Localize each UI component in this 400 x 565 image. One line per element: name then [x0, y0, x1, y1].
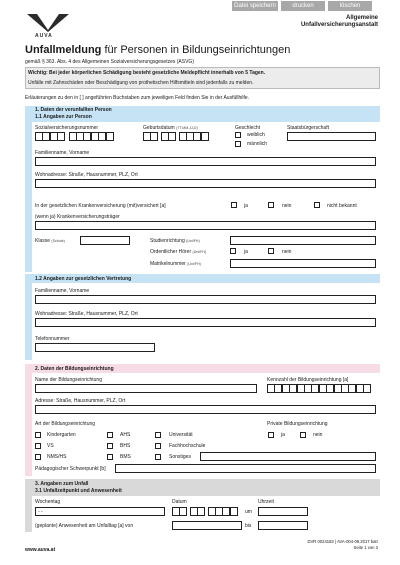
- class-label-text: Klasse: [35, 238, 51, 244]
- studies-note: (Uni/FH): [186, 239, 200, 243]
- date-field[interactable]: [172, 507, 237, 516]
- matric-label: [150, 261, 201, 267]
- logo-mark-icon: [25, 12, 71, 34]
- clear-button[interactable]: löschen: [328, 1, 372, 11]
- type-other-field[interactable]: [200, 452, 376, 461]
- presence-until-label: bis: [245, 523, 252, 529]
- female-checkbox[interactable]: [235, 132, 241, 138]
- regular-label: [150, 249, 206, 255]
- matric-label-text: Matrikelnummer: [150, 261, 186, 267]
- insured-unknown-checkbox[interactable]: [314, 202, 320, 208]
- org-name-line2: Unfallversicherungsanstalt: [300, 22, 378, 28]
- type-nms-checkbox[interactable]: [35, 454, 41, 460]
- rep-address-label: Wohnadresse: Straße, Hausnummer, PLZ, Ort: [35, 311, 138, 317]
- citizenship-field[interactable]: [287, 132, 376, 141]
- presence-until-field[interactable]: [258, 521, 308, 530]
- weekday-field[interactable]: - -: [35, 507, 165, 516]
- class-label: [35, 238, 65, 244]
- title-rest: für Personen in Bildungseinrichtungen: [101, 44, 291, 56]
- private-yes-label: ja: [281, 432, 285, 438]
- studies-field[interactable]: [230, 236, 376, 245]
- class-field[interactable]: [80, 236, 130, 245]
- matric-note: (Uni/FH): [187, 262, 201, 266]
- dob-label-text: Geburtsdatum: [143, 125, 175, 131]
- type-other-checkbox[interactable]: [155, 454, 161, 460]
- presence-from-field[interactable]: [172, 521, 242, 530]
- address-field[interactable]: [35, 179, 376, 188]
- insured-no-checkbox[interactable]: [268, 202, 274, 208]
- regular-yes-label: ja: [244, 249, 248, 255]
- logo-text: AUVA: [35, 33, 53, 39]
- rep-name-field[interactable]: [35, 295, 376, 304]
- male-checkbox[interactable]: [235, 141, 241, 147]
- auva-logo: [25, 12, 71, 40]
- dob-format: (TT.MM.JJJJ): [176, 126, 198, 130]
- explanation-note: Erläuterungen zu den in [ ] angeführten Buchstaben zum jeweiligen Feld finden Sie in der Ausfüllhilfe.: [25, 95, 250, 101]
- female-label: weiblich: [247, 132, 265, 138]
- inst-code-label: Kennzahl der Bildungseinrichtung [a]: [267, 377, 349, 383]
- phone-label: Telefonnummer: [35, 336, 70, 342]
- insured-unknown-label: nicht bekannt: [327, 203, 357, 209]
- section3-sidebar: [25, 496, 32, 532]
- rep-name-label: Familienname, Vorname: [35, 288, 90, 294]
- studies-label-text: Studienrichtung: [150, 238, 185, 244]
- matric-field[interactable]: [230, 259, 376, 268]
- save-button[interactable]: Datei speichern: [232, 1, 278, 11]
- insured-no-label: nein: [282, 203, 292, 209]
- section3-subtitle: 3.1 Unfallzeitpunkt und Anwesenheit: [35, 488, 122, 494]
- legal-basis: gemäß § 363. Abs. 4 des Allgemeinen Sozialversicherungsgesetzes (ASVG): [25, 59, 194, 65]
- section1-title: 1. Daten der verunfallten Person: [35, 107, 112, 113]
- private-no-checkbox[interactable]: [300, 432, 306, 438]
- citizenship-label: Staatsbürgerschaft: [287, 125, 329, 131]
- type-ahs-checkbox[interactable]: [107, 432, 113, 438]
- svnr-label: Sozialversicherungsnummer: [35, 125, 99, 131]
- print-button[interactable]: drucken: [281, 1, 325, 11]
- class-note: (Schule): [51, 239, 65, 243]
- phone-field[interactable]: [35, 343, 155, 352]
- footer-code: DVR 0024163 | AVA-004-09.2017 batr: [307, 539, 378, 544]
- dob-field[interactable]: [143, 132, 208, 141]
- focus-label: Pädagogischer Schwerpunkt [b]: [35, 466, 106, 472]
- rep-address-field[interactable]: [35, 318, 376, 327]
- notice-bold: Wichtig: Bei jeder körperlichen Schädigung besteht gesetzliche Meldepflicht innerhalb von 5 Tagen.: [28, 70, 266, 76]
- focus-field[interactable]: [115, 464, 376, 473]
- type-university-label: Universität: [169, 432, 193, 438]
- insured-label: In der gesetzlichen Krankenversicherung (mit)versichert [a]: [35, 203, 166, 209]
- type-bms-checkbox[interactable]: [107, 454, 113, 460]
- notice-text: Unfälle mit Zahnschäden oder Beschädigung von prothetischen Hilfsmitteln sind jedenfalls zu melden.: [28, 80, 254, 86]
- section1-2-sidebar: [25, 283, 32, 360]
- type-bhs-label: BHS: [120, 443, 131, 449]
- svnr-field[interactable]: [35, 132, 113, 141]
- type-bhs-checkbox[interactable]: [107, 443, 113, 449]
- section2-sidebar: [25, 373, 32, 476]
- inst-code-field[interactable]: [267, 384, 371, 393]
- type-fh-checkbox[interactable]: [155, 443, 161, 449]
- type-nms-label: NMS/HS: [47, 454, 67, 460]
- inst-name-field[interactable]: [35, 384, 257, 393]
- male-label: männlich: [247, 141, 268, 147]
- regular-yes-checkbox[interactable]: [230, 248, 236, 254]
- type-other-label: Sonstiges: [169, 454, 191, 460]
- inst-address-field[interactable]: [35, 405, 376, 414]
- name-label: Familienname, Vorname: [35, 150, 90, 156]
- type-fh-label: Fachhochschule: [169, 443, 206, 449]
- type-university-checkbox[interactable]: [155, 432, 161, 438]
- regular-note: (Uni/FH): [192, 250, 207, 254]
- private-no-label: nein: [313, 432, 323, 438]
- inst-name-label: Name der Bildungseinrichtung: [35, 377, 102, 383]
- regular-no-label: nein: [282, 249, 292, 255]
- carrier-label: (wenn ja) Krankenversicherungsträger: [35, 214, 120, 220]
- studies-label: [150, 238, 200, 244]
- type-bms-label: BMS: [120, 454, 131, 460]
- presence-label: (geplante) Anwesenheit am Unfalltag [a] von: [35, 523, 134, 529]
- type-vs-label: VS: [47, 443, 54, 449]
- sex-label: Geschlecht: [235, 125, 261, 131]
- address-label: Wohnadresse: Straße, Hausnummer, PLZ, Ort: [35, 172, 138, 178]
- org-name-line1: Allgemeine: [345, 15, 378, 21]
- type-vs-checkbox[interactable]: [35, 443, 41, 449]
- time-field[interactable]: [258, 507, 308, 516]
- name-field[interactable]: [35, 157, 376, 166]
- section1-sidebar: [25, 122, 32, 272]
- insured-yes-checkbox[interactable]: [231, 202, 237, 208]
- type-label: Art der Bildungseinrichtung: [35, 421, 96, 427]
- section2-title: 2. Daten der Bildungseinrichtung: [35, 366, 114, 372]
- regular-no-checkbox[interactable]: [268, 248, 274, 254]
- time-label: Uhrzeit: [258, 499, 274, 505]
- regular-label-text: Ordentlicher Hörer: [150, 249, 192, 255]
- type-kindergarten-label: Kindergarten: [47, 432, 76, 438]
- inst-address-label: Adresse: Straße, Hausnummer, PLZ, Ort: [35, 398, 126, 404]
- private-yes-checkbox[interactable]: [268, 432, 274, 438]
- dob-label: [143, 125, 198, 131]
- carrier-field[interactable]: [35, 221, 376, 230]
- type-kindergarten-checkbox[interactable]: [35, 432, 41, 438]
- section1-2-title: 1.2 Angaben zur gesetzlichen Vertretung: [35, 276, 132, 282]
- page-number: Seite 1 von 3: [353, 545, 378, 550]
- date-label: Datum: [172, 499, 187, 505]
- title-bold: Unfallmeldung: [25, 44, 102, 56]
- time-at-label: um: [245, 509, 252, 515]
- private-label: Private Bildungseinrichtung: [267, 421, 328, 427]
- weekday-label: Wochentag: [35, 499, 61, 505]
- type-ahs-label: AHS: [120, 432, 131, 438]
- section1-subtitle: 1.1 Angaben zur Person: [35, 114, 92, 120]
- website-link[interactable]: www.auva.at: [25, 547, 56, 553]
- page-title: [25, 44, 290, 56]
- insured-yes-label: ja: [244, 203, 248, 209]
- section3-title: 3. Angaben zum Unfall: [35, 481, 89, 487]
